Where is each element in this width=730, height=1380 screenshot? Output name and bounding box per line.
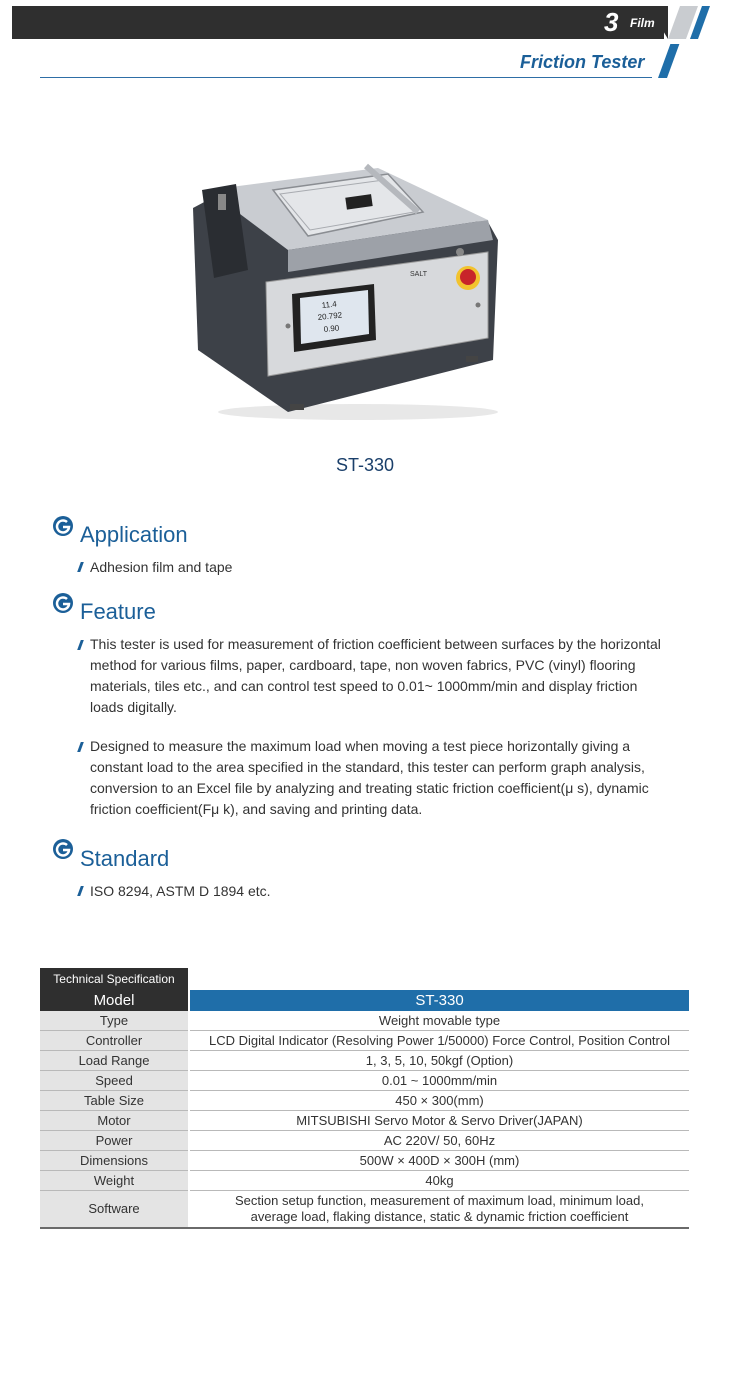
spec-header-value: ST-330 xyxy=(189,990,689,1011)
application-item: Adhesion film and tape xyxy=(90,559,233,575)
table-row xyxy=(40,1051,689,1071)
spec-label: Type xyxy=(40,1011,189,1031)
spec-value: 0.01 ~ 1000mm/min xyxy=(189,1071,689,1091)
standard-title: Standard xyxy=(80,846,170,871)
spec-value: 500W × 400D × 300H (mm) xyxy=(189,1151,689,1171)
spec-label: Speed xyxy=(40,1071,189,1091)
feature-item-1: This tester is used for measurement of friction coefficient between surfaces by the horizontal method for various films, paper, cardboard, tape, non woven fabrics, PVC (vinyl) flooring materials, tiles etc., and can control test speed to 0.01~ 1000mm/min and display friction loads digitally. xyxy=(90,636,661,715)
spec-value: MITSUBISHI Servo Motor & Servo Driver(JAPAN) xyxy=(189,1111,689,1131)
table-row xyxy=(40,1091,689,1111)
section-icon xyxy=(52,515,74,537)
table-row xyxy=(40,1071,689,1091)
table-row xyxy=(40,1151,689,1171)
spec-label: Dimensions xyxy=(40,1151,189,1171)
feature-title: Feature xyxy=(80,599,156,624)
table-row xyxy=(40,1011,689,1031)
header-section-number: 3 xyxy=(604,7,619,37)
page-title: Friction Tester xyxy=(520,52,645,72)
feature-item-2: Designed to measure the maximum load when moving a test piece horizontally giving a constant load to the area specified in the standard, this tester can perform graph analysis, conversion to an Excel file by analyzing and treating static friction coefficient(μ s), dynamic friction coefficient(Fμ k), and saving and printing data. xyxy=(90,738,649,817)
header-category: Film xyxy=(630,16,655,30)
screen-readout-1: 11.4 xyxy=(321,299,338,310)
bullet-icon xyxy=(77,640,84,650)
product-image xyxy=(188,160,518,422)
spec-header-label: Model xyxy=(40,990,189,1011)
bullet-icon xyxy=(77,886,84,896)
screen-readout-3: 0.90 xyxy=(323,323,340,334)
application-title: Application xyxy=(80,522,188,547)
software-line-1: Section setup function, measurement of maximum load, minimum load, xyxy=(235,1193,644,1208)
table-row xyxy=(40,1031,689,1051)
header-bar xyxy=(12,6,664,39)
spec-value: 450 × 300(mm) xyxy=(189,1091,689,1111)
table-row xyxy=(40,1171,689,1191)
spec-label: Power xyxy=(40,1131,189,1151)
spec-value: 40kg xyxy=(189,1171,689,1191)
table-row xyxy=(40,1111,689,1131)
spec-table-tag: Technical Specification xyxy=(40,968,188,990)
spec-label: Load Range xyxy=(40,1051,189,1071)
spec-value: LCD Digital Indicator (Resolving Power 1/50000) Force Control, Position Control xyxy=(189,1031,689,1051)
software-line-2: average load, flaking distance, static & dynamic friction coefficient xyxy=(250,1209,629,1224)
table-row xyxy=(40,1191,689,1229)
bullet-icon xyxy=(77,742,84,752)
bullet-icon xyxy=(77,562,84,572)
spec-value: Weight movable type xyxy=(189,1011,689,1031)
spec-table xyxy=(40,990,689,1229)
spec-label: Software xyxy=(40,1191,189,1229)
spec-header-row xyxy=(40,990,689,1011)
spec-label: Weight xyxy=(40,1171,189,1191)
section-icon xyxy=(52,838,74,860)
header-title-accent xyxy=(658,44,679,78)
standard-item: ISO 8294, ASTM D 1894 etc. xyxy=(90,883,271,899)
spec-label: Controller xyxy=(40,1031,189,1051)
spec-value-software xyxy=(189,1191,689,1229)
product-model-caption: ST-330 xyxy=(335,455,395,475)
section-icon xyxy=(52,592,74,614)
spec-value: 1, 3, 5, 10, 50kgf (Option) xyxy=(189,1051,689,1071)
brand-logo: SALT xyxy=(410,271,427,278)
spec-label: Table Size xyxy=(40,1091,189,1111)
spec-label: Motor xyxy=(40,1111,189,1131)
spec-value: AC 220V/ 50, 60Hz xyxy=(189,1131,689,1151)
screen-readout-2: 20.792 xyxy=(317,310,343,322)
table-row xyxy=(40,1131,689,1151)
header-underline xyxy=(40,77,652,78)
